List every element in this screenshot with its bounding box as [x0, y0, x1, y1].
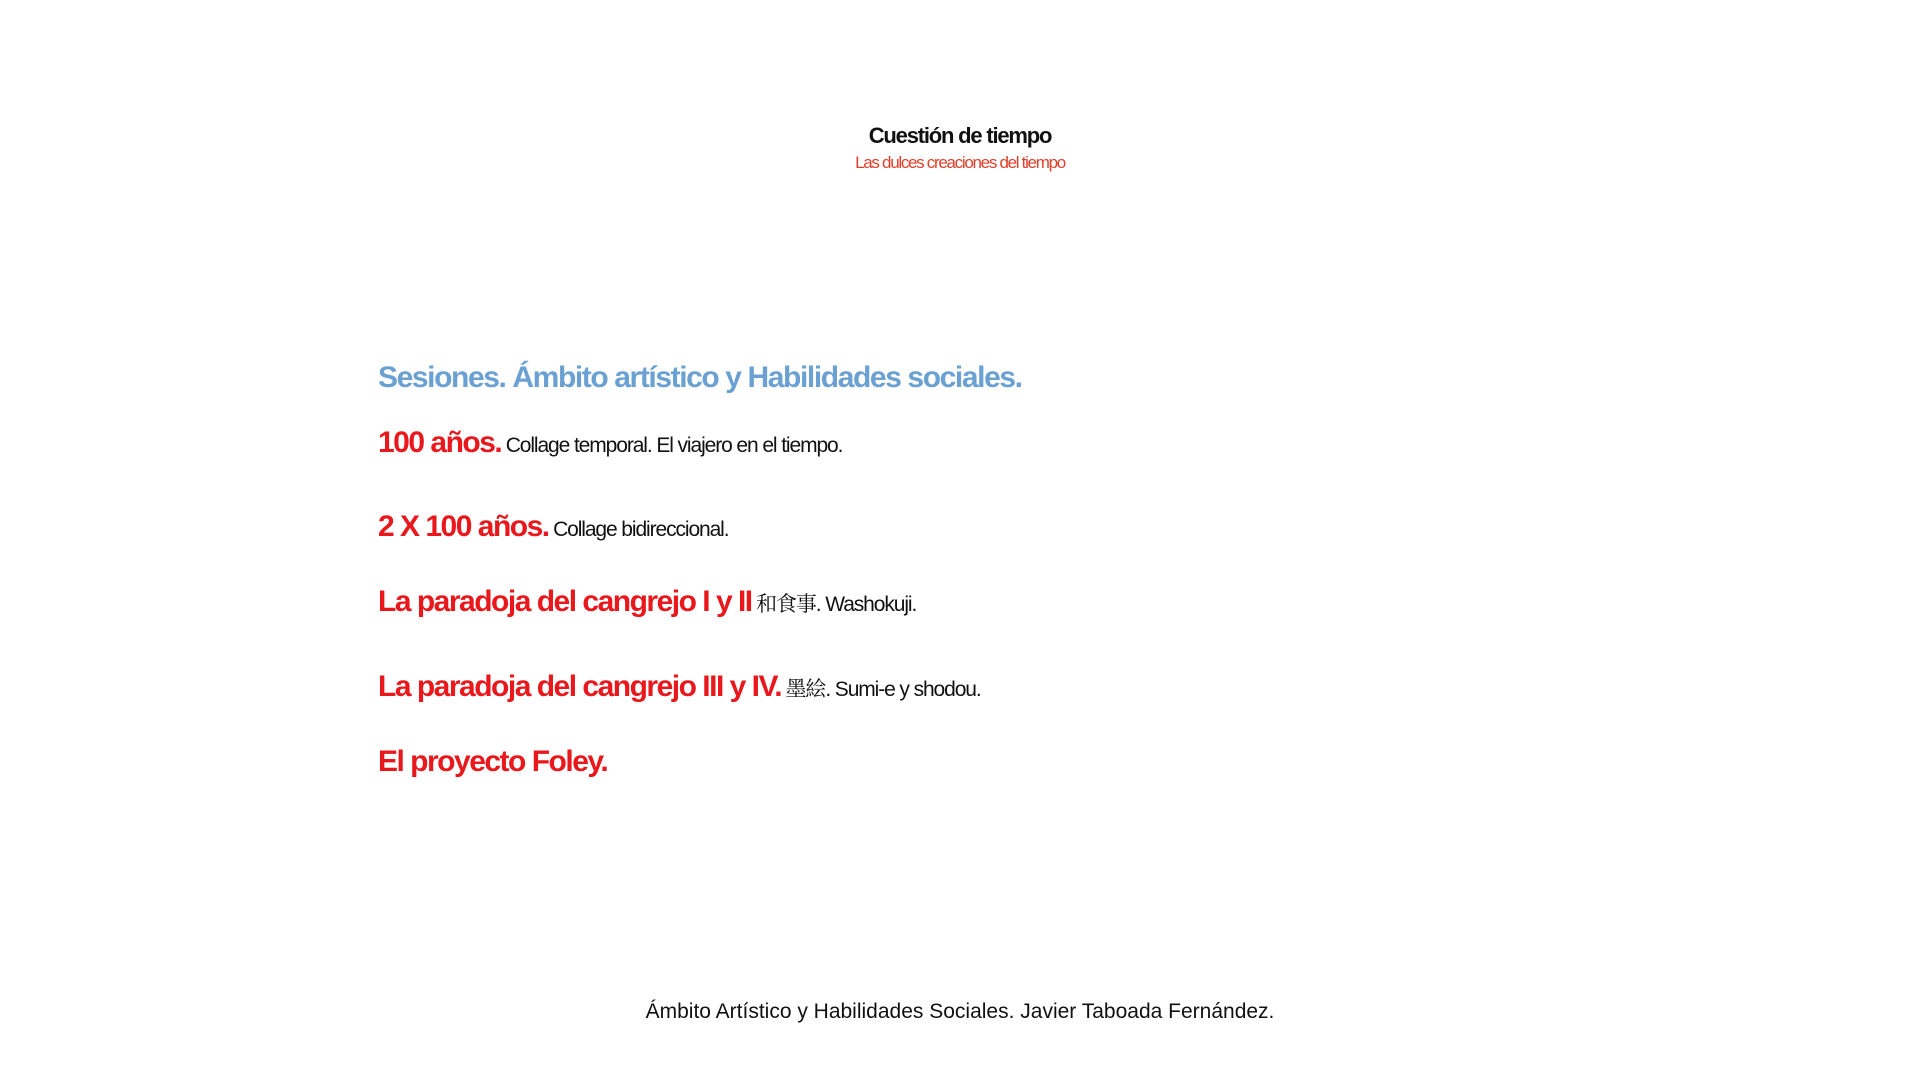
session-item — [378, 585, 916, 619]
session-item — [378, 745, 607, 779]
session-description: 和食事. Washokuji. — [756, 593, 917, 616]
sessions-section — [378, 358, 1578, 778]
session-item — [378, 426, 842, 460]
page-title: Cuestión de tiempo — [868, 123, 1052, 148]
session-description: Collage temporal. El viajero en el tiempo. — [505, 434, 843, 457]
session-title: La paradoja del cangrejo I y II — [378, 585, 752, 618]
page-subtitle: Las dulces creaciones del tiempo — [855, 153, 1065, 172]
session-description: Collage bidireccional. — [553, 518, 729, 541]
page-header — [0, 122, 1920, 176]
session-description: 墨絵. Sumi-e y shodou. — [785, 678, 981, 701]
session-title: 2 X 100 años. — [378, 510, 549, 543]
session-title: La paradoja del cangrejo III y IV. — [378, 670, 782, 703]
session-item — [378, 670, 981, 704]
session-item — [378, 510, 728, 544]
session-title: El proyecto Foley. — [378, 745, 608, 778]
session-title: 100 años. — [378, 426, 502, 459]
page-footer: Ámbito Artístico y Habilidades Sociales. Javier Taboada Fernández. — [645, 1000, 1275, 1023]
section-title: Sesiones. Ámbito artístico y Habilidades sociales. — [378, 361, 1022, 394]
